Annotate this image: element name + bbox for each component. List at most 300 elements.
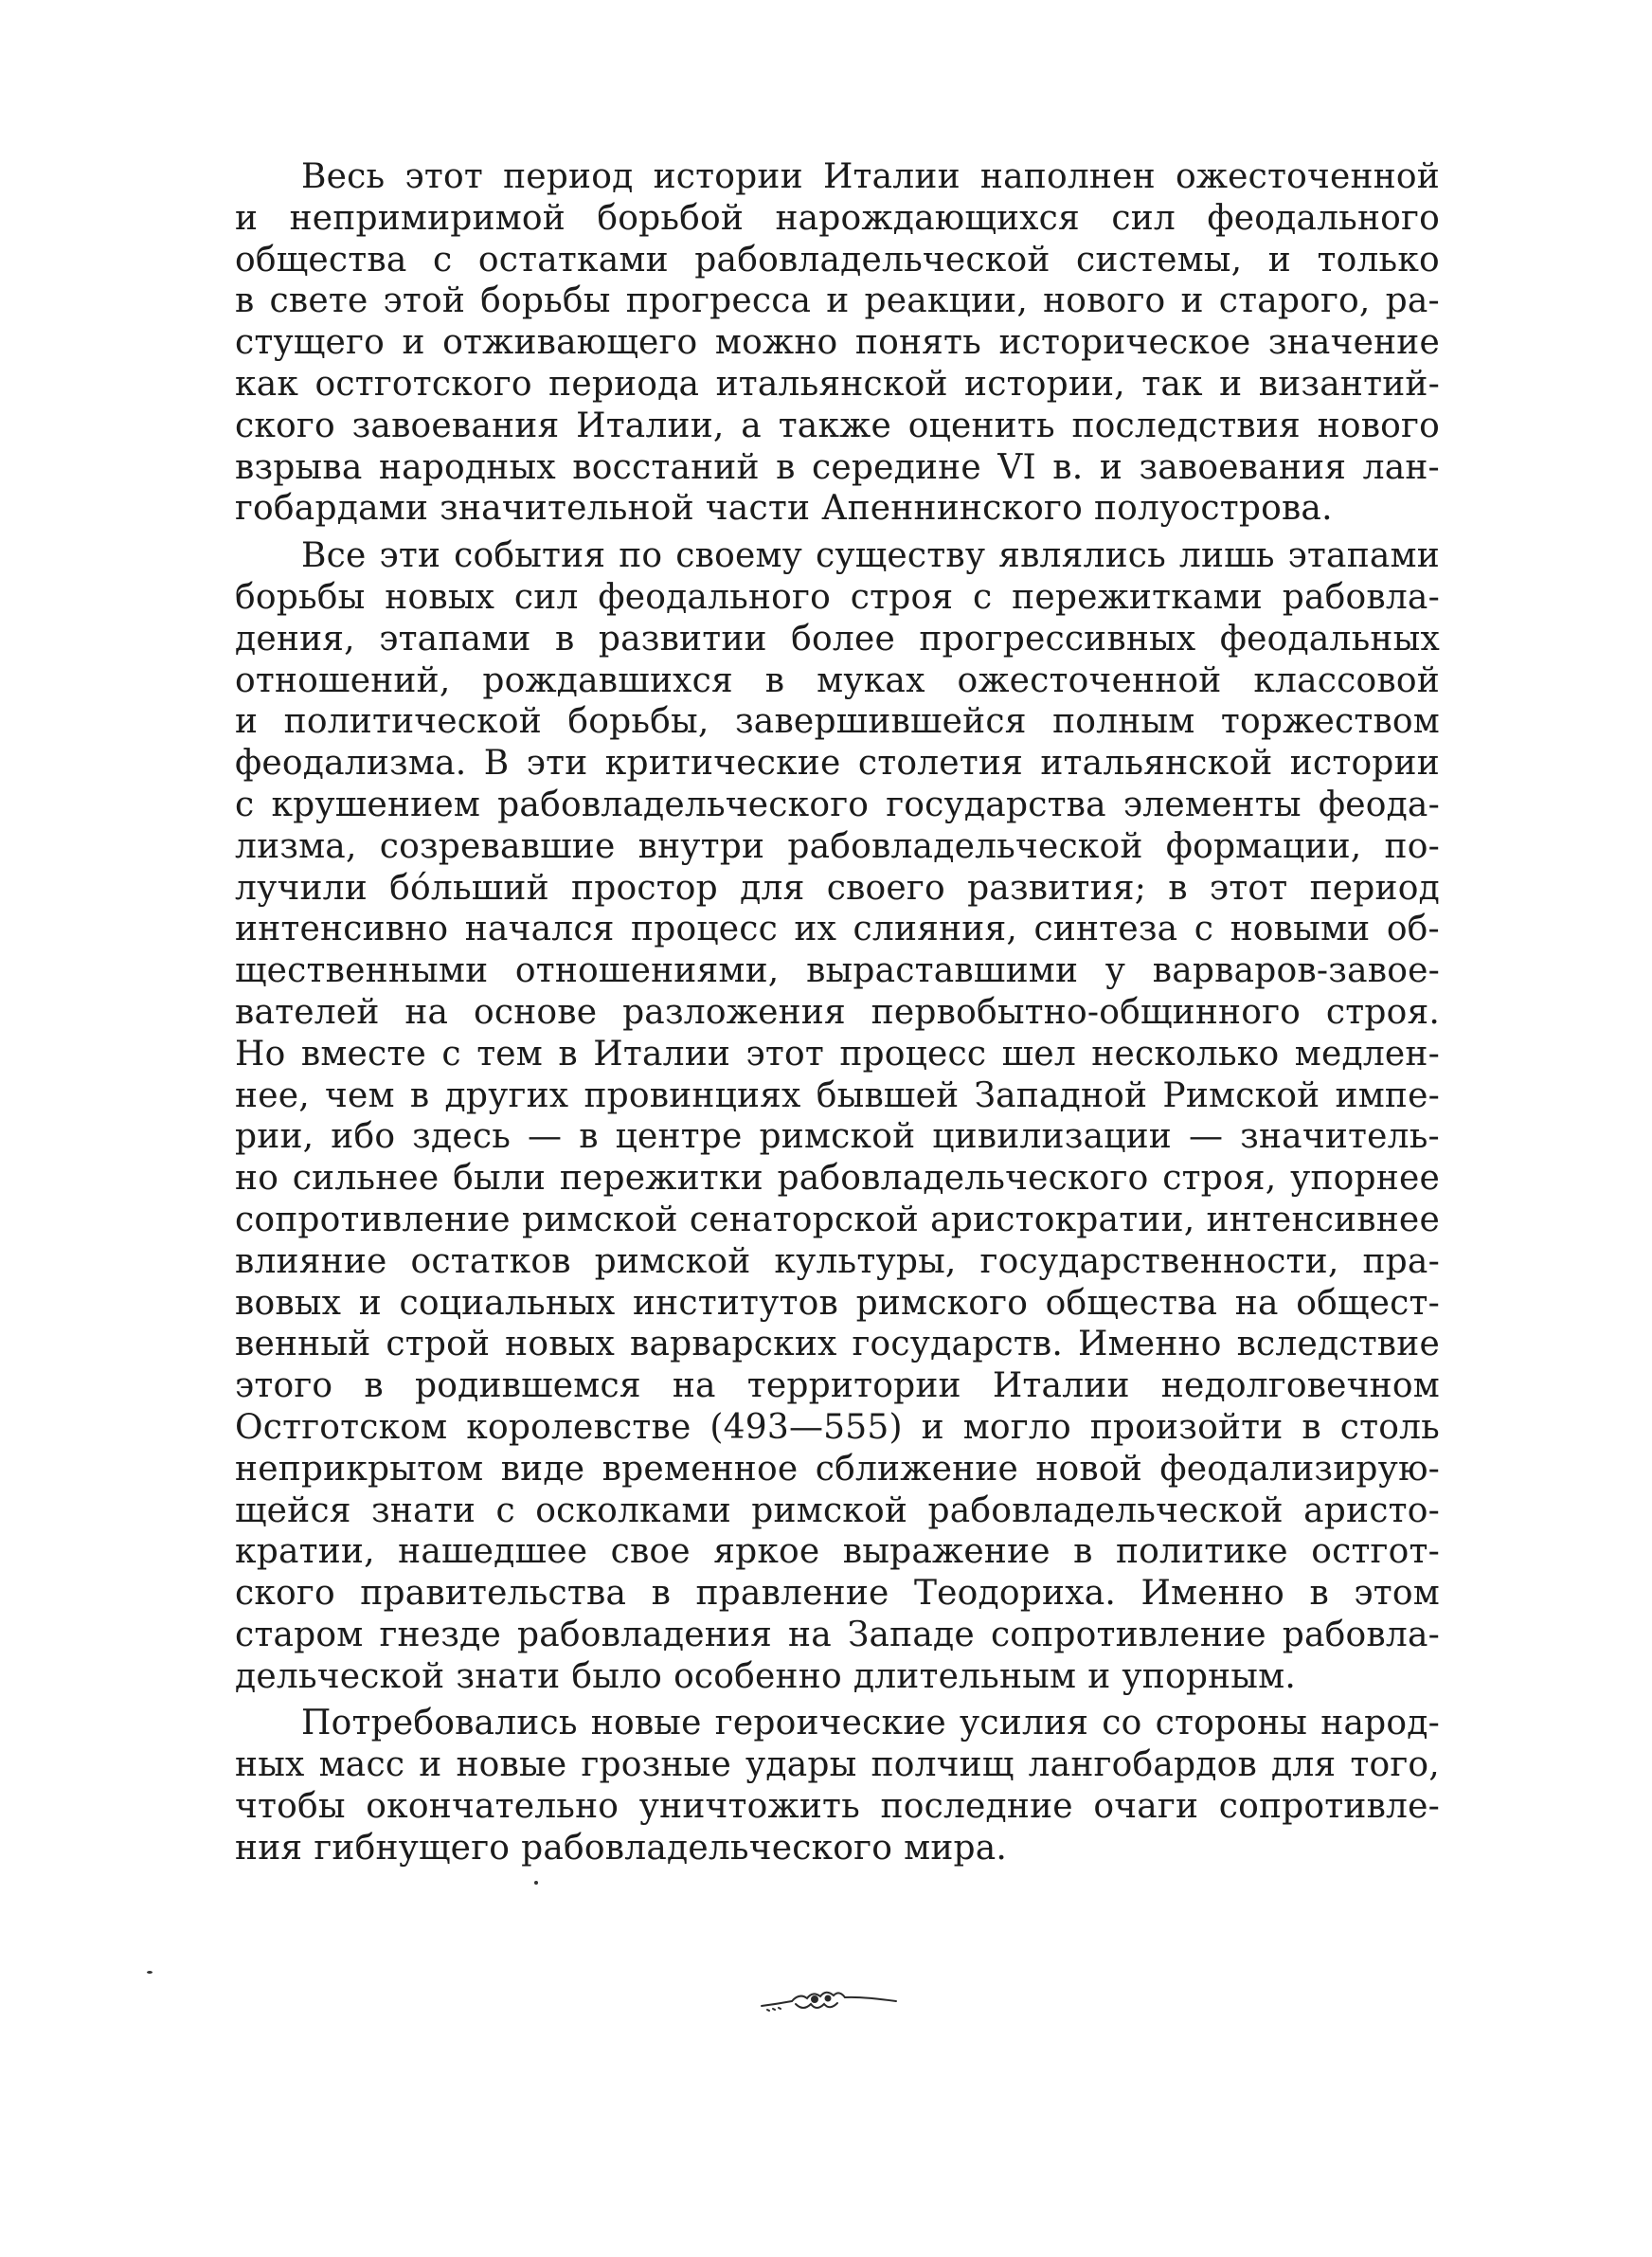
word: крушением [271,785,481,824]
word: рабовладельческой [694,240,1050,280]
word: у [1104,951,1126,991]
word: системы, [1076,240,1243,280]
word: ожесточенной [1175,157,1440,196]
word: столетия [857,744,1023,784]
word: лангобардов [1028,1745,1257,1785]
word: начался [464,910,615,949]
word: королевстве [466,1407,691,1447]
word: так [1141,364,1203,404]
word: отношениями, [514,951,780,991]
word: культуры, [774,1241,957,1281]
word: этого [235,1366,333,1406]
word: этом [1354,1574,1440,1614]
word: политике [1115,1532,1288,1572]
word: итальянской [715,364,948,404]
word: последние [880,1787,1073,1827]
word: новой [1035,1449,1142,1489]
word: завоевания [351,406,560,445]
word: их [794,910,837,949]
text-line [235,364,1440,406]
word: могло [962,1407,1071,1447]
word: синтеза [1033,910,1178,949]
word: вместе [300,1034,427,1074]
word: В [483,744,510,784]
word: в [235,281,255,321]
word: сопротивление [990,1615,1266,1654]
text-line [235,577,1440,619]
word: гибнущего [314,1828,511,1868]
word: остгот- [1311,1532,1440,1572]
word: в [364,1366,384,1406]
word: чтобы [235,1787,346,1827]
word: Римской [1162,1075,1320,1115]
word: полуострова. [1093,489,1333,529]
word: и [402,323,425,363]
word: этой [383,281,466,321]
word: рабовладельческой [927,1490,1284,1530]
word: и [1219,364,1243,404]
word: своему [675,536,803,576]
word: свое [610,1532,691,1572]
word: старом [235,1615,364,1654]
word: лучили [235,868,368,908]
word: — [528,1117,563,1157]
word: оценить [907,406,1055,445]
word: с [441,1034,461,1074]
word: новыми [1230,910,1371,949]
text-line [235,322,1440,364]
text-line [235,1075,1440,1117]
word: реакции, [864,281,1029,321]
word: непримиримой [289,198,566,238]
word: своего [826,868,945,908]
word: сенаторской [689,1200,919,1239]
word: институтов [632,1283,838,1323]
word: общества [1045,1283,1218,1323]
word: аристократии, [930,1200,1195,1239]
text-line [235,1744,1440,1786]
text-line [235,1324,1440,1365]
word: выражение [842,1532,1050,1572]
word: аристо- [1303,1490,1440,1530]
word: в [651,1574,672,1614]
word: были [453,1159,547,1199]
text-line [235,743,1440,785]
text-line [235,1786,1440,1828]
word: в [1309,1574,1329,1614]
word: ния [235,1828,303,1868]
word: нового [1043,281,1166,321]
word: ных [235,1745,305,1785]
word: по- [1384,826,1440,866]
word: значитель- [1240,1117,1440,1157]
stray-ink-dot [147,1971,153,1974]
word: борьбы [480,281,611,321]
word: как [235,364,299,404]
word: упорнее [1290,1159,1440,1199]
word: также [778,406,891,445]
word: с [495,1490,515,1530]
word: народных [378,447,556,487]
word: пережитки [559,1159,763,1199]
word: общест- [1296,1283,1440,1323]
word: восстаний [572,447,760,487]
text-line [235,1116,1440,1158]
word: торжеством [1220,702,1440,742]
text-line [235,826,1440,868]
word: строй [386,1325,491,1364]
word: итальянской [1040,744,1273,784]
word: усилия [960,1704,1089,1743]
word: но [235,1159,279,1199]
word: недолговечном [1160,1366,1440,1406]
word: для [1270,1745,1337,1785]
word: процесс [631,910,778,949]
word: провинциях [584,1075,801,1115]
word: политической [283,702,542,742]
text-line [235,447,1440,489]
word: несколько [1091,1034,1280,1074]
word: строя. [1325,992,1440,1032]
word: истории [653,157,803,196]
word: элементы [1122,785,1302,824]
word: бывшей [816,1075,960,1115]
word: истории, [964,364,1125,404]
word: созревавшие [379,826,616,866]
text-line [235,785,1440,826]
text-line [235,992,1440,1034]
text-line [235,1241,1440,1283]
word: и [358,1283,382,1323]
word: формации, [1165,826,1362,866]
word: варваров-завое- [1152,951,1440,991]
word: значительной [440,489,694,529]
word: феодализма. [235,744,467,784]
word: на [404,992,449,1032]
word: феодальных [1219,619,1440,659]
word: полчищ [871,1745,1015,1785]
word: правление [695,1574,889,1614]
stray-ink-dot [534,1881,538,1885]
word: тем [476,1034,544,1074]
word: с [973,577,993,617]
word: VI [997,447,1036,487]
body-text [235,156,1440,1869]
word: рабовладельческой [787,826,1143,866]
word: простор [571,868,718,908]
word: события [454,536,606,576]
word: развитии [598,619,767,659]
word: значение [1267,323,1440,363]
word: вателей [235,992,380,1032]
word: разложения [622,992,846,1032]
word: Италии [593,1034,731,1074]
word: гобардами [235,489,429,529]
word: Западе [847,1615,975,1654]
word: сопротивление [235,1200,511,1239]
word: борьбой [597,198,745,238]
word: Италии [992,1366,1130,1406]
word: взрыва [235,447,363,487]
word: временное [602,1449,799,1489]
word: Остготском [235,1407,448,1447]
word: пережитками [1012,577,1263,617]
text-line [235,950,1440,992]
word: импе- [1335,1075,1440,1115]
text-line [235,240,1440,281]
word: новые [456,1745,567,1785]
word: а [741,406,762,445]
word: знати [456,1656,561,1696]
word: истории [1289,744,1440,784]
word: отношений, [235,660,451,700]
word: на [788,1615,832,1654]
word: завершившейся [734,702,1027,742]
word: вследствие [1236,1325,1440,1364]
word: Италии, [576,406,725,445]
word: столь [1339,1407,1440,1447]
word: Потребовались [301,1704,578,1743]
word: варварских [630,1325,837,1364]
text-line [235,1200,1440,1241]
word: строя [850,577,954,617]
word: в. [1052,447,1084,487]
word: щественными [235,951,489,991]
word: ра- [1385,281,1440,321]
word: в [558,1034,578,1074]
word: борьбы, [567,702,709,742]
word: рабовладельческого [777,1159,1149,1199]
word: римской [751,1490,908,1530]
word: рабовладения [516,1615,772,1654]
word: понять [854,323,981,363]
word: интенсивно [235,910,449,949]
word: римской [521,1200,678,1239]
word: с [235,785,255,824]
word: — [1188,1117,1224,1157]
word: феодализирую- [1159,1449,1440,1489]
word: историческое [998,323,1251,363]
word: со [1102,1704,1142,1743]
word: наполнен [979,157,1156,196]
word: для [740,868,805,908]
word: рабовла- [1282,1615,1440,1654]
word: социальных [399,1283,616,1323]
word: Весь [301,157,386,196]
word: прогресса [625,281,812,321]
word: более [791,619,895,659]
word: (493—555) [709,1407,903,1447]
text-line [235,156,1440,198]
word: и [921,1407,944,1447]
word: интенсивнее [1206,1200,1440,1239]
word: упорным. [1122,1656,1296,1696]
word: внутри [637,826,765,866]
word: отживающего [442,323,698,363]
word: римской [759,1117,916,1157]
word: слияния, [853,910,1018,949]
word: народ- [1320,1704,1440,1743]
word: феодального [598,577,831,617]
word: медлен- [1294,1034,1440,1074]
word: произойти [1089,1407,1284,1447]
word: рии, [235,1117,314,1157]
word: полным [1052,702,1195,742]
text-line [235,660,1440,702]
text-line [235,406,1440,447]
word: общества [235,240,407,280]
text-line [235,1365,1440,1407]
word: борьбы [235,577,366,617]
word: феода- [1318,785,1440,824]
word: прогрессивных [919,619,1196,659]
word: муках [817,660,925,700]
word: лишь [1178,536,1275,576]
word: дельческой [235,1656,445,1696]
word: территории [746,1366,961,1406]
word: шел [1001,1034,1076,1074]
word: эти [526,744,588,784]
word: Но [235,1034,286,1074]
word: сил [513,577,579,617]
text-line [235,1283,1440,1325]
word: только [1317,240,1440,280]
word: центре [615,1117,743,1157]
word: рождавшихся [482,660,733,700]
word: первобытно-общинного [871,992,1302,1032]
word: ского [235,406,335,445]
word: классовой [1253,660,1440,700]
word: свете [269,281,368,321]
decorative-tailpiece-icon [758,1983,900,2019]
word: периода [548,364,700,404]
word: этот [745,1034,824,1074]
text-line [235,1449,1440,1490]
word: нее, [235,1075,310,1115]
word: неприкрытом [235,1449,484,1489]
text-line [235,619,1440,660]
word: лан- [1362,447,1440,487]
word: остготского [314,364,532,404]
text-line [235,1615,1440,1656]
word: яркое [713,1532,820,1572]
word: венный [235,1325,371,1364]
paragraph [235,156,1440,530]
word: было [571,1656,663,1696]
word: мира. [904,1828,1008,1868]
word: ибо [331,1117,396,1157]
word: нового [1317,406,1440,445]
word: новых [385,577,495,617]
word: пра- [1362,1241,1440,1281]
word: здесь [412,1117,512,1157]
word: римской [594,1241,751,1281]
word: рабовладельческого [521,1828,893,1868]
word: период [503,157,634,196]
word: последствия [1071,406,1301,445]
word: новые [590,1704,702,1743]
word: дения, [235,619,355,659]
word: грозные [581,1745,731,1785]
text-line [235,701,1440,743]
word: государства [886,785,1106,824]
word: этот [404,157,483,196]
word: и [419,1745,442,1785]
word: удары [745,1745,857,1785]
text-line [235,1158,1440,1200]
word: и [1180,281,1204,321]
word: влияние [235,1241,387,1281]
word: и [1099,447,1123,487]
paragraph [235,535,1440,1697]
text-line [235,868,1440,910]
word: в [579,1117,599,1157]
word: чем [325,1075,395,1115]
text-line [235,909,1440,950]
text-line [235,1034,1440,1075]
word: длительным [853,1656,1077,1696]
word: эти [379,536,441,576]
word: развития; [967,868,1147,908]
word: существу [815,536,986,576]
word: бо́льший [389,868,549,908]
text-line [235,1407,1440,1449]
text-line [235,280,1440,322]
word: и [235,198,259,238]
word: ского [235,1574,335,1614]
word: основе [473,992,598,1032]
word: период [1309,868,1440,908]
word: уничтожить [638,1787,860,1827]
word: середине [811,447,981,487]
word: щейся [235,1490,351,1530]
word: остатков [410,1241,571,1281]
word: сил [1111,198,1176,238]
text-line [235,1573,1440,1615]
word: феодального [1207,198,1440,238]
word: на [1234,1283,1279,1323]
word: нашедшее [398,1532,588,1572]
word: римского [855,1283,1029,1323]
word: в [1073,1532,1093,1572]
word: Западной [974,1075,1148,1115]
word: остатками [477,240,669,280]
word: критические [604,744,841,784]
text-line [235,1490,1440,1532]
word: гнезде [379,1615,501,1654]
word: других [444,1075,569,1115]
word: государств. [852,1325,1064,1364]
word: лизма, [235,826,357,866]
word: по [619,536,663,576]
word: того, [1350,1745,1440,1785]
word: в [1168,868,1188,908]
word: знати [371,1490,476,1530]
word: осколками [535,1490,731,1530]
text-line [235,1828,1440,1869]
word: об- [1386,910,1440,949]
word: этапами [1287,536,1440,576]
text-line [235,1531,1440,1573]
word: ожесточенной [957,660,1222,700]
word: цивилизации [932,1117,1172,1157]
word: процесс [839,1034,987,1074]
word: выраставшими [806,951,1079,991]
word: вовых [235,1283,342,1323]
word: стущего [235,323,385,363]
word: и [826,281,850,321]
word: строя, [1162,1159,1277,1199]
